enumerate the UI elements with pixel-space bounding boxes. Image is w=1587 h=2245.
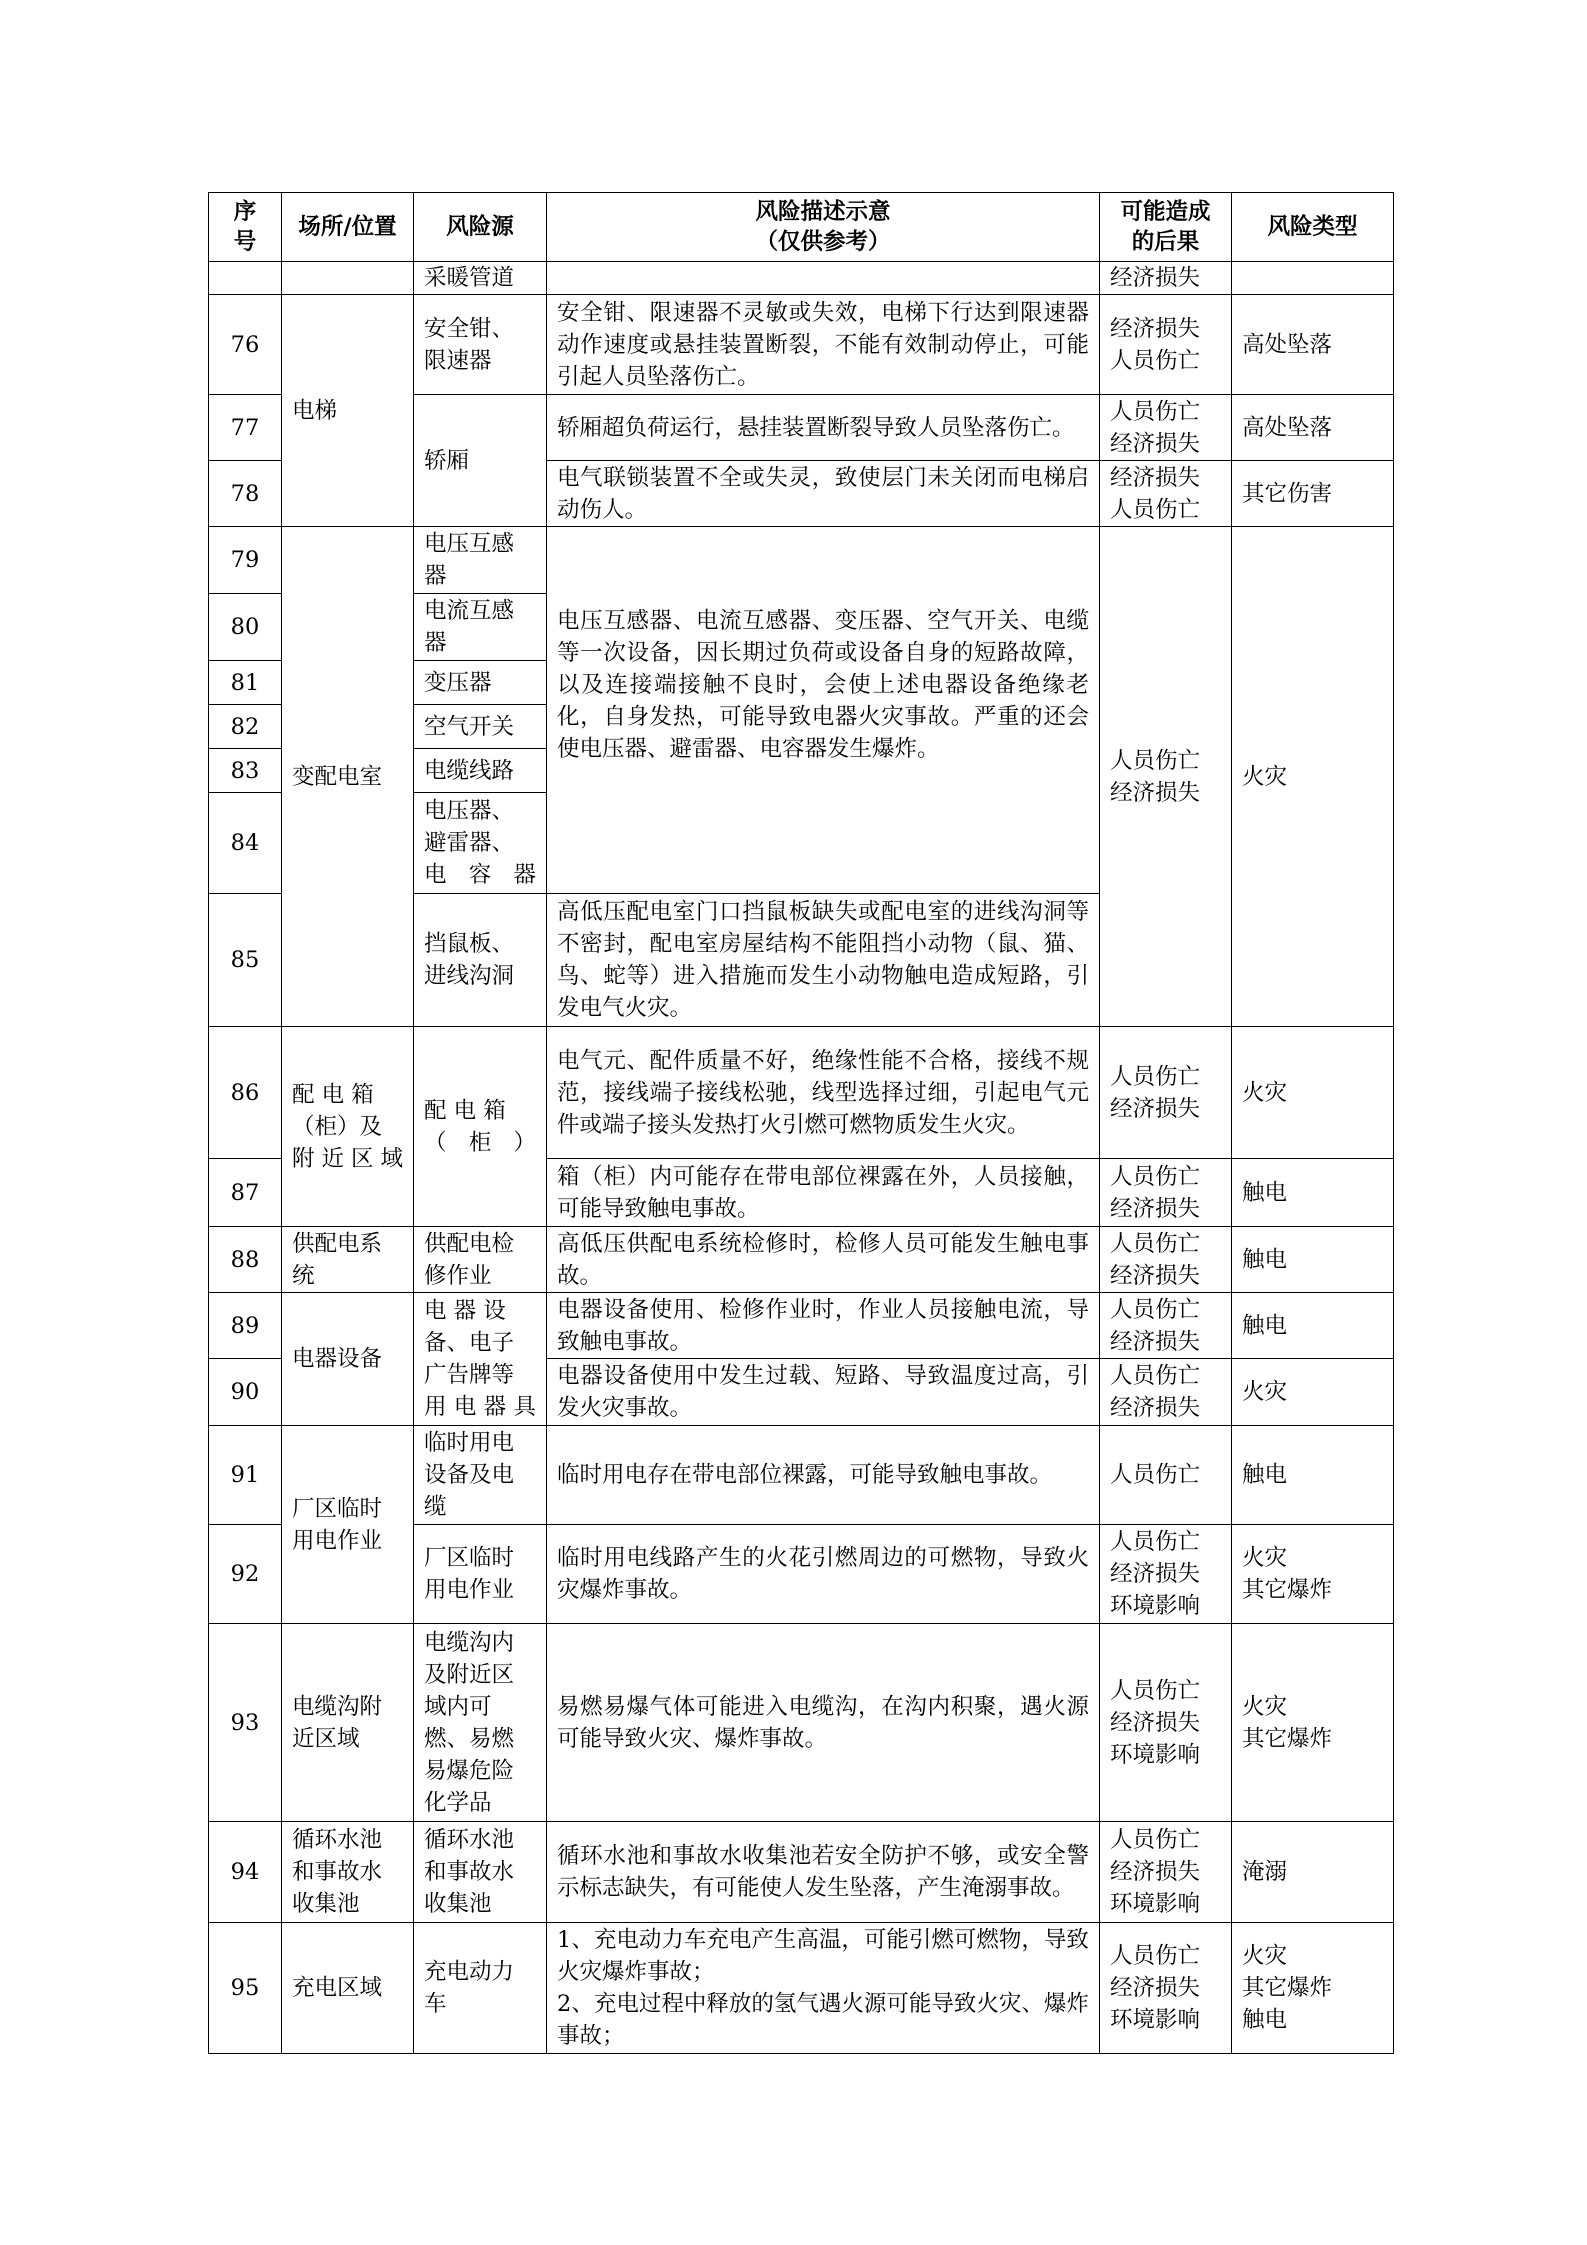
header-source: 风险源 bbox=[414, 193, 547, 262]
cell-desc: 循环水池和事故水收集池若安全防护不够，或安全警示标志缺失，有可能使人发生坠落，产生淹溺事故。 bbox=[547, 1822, 1100, 1923]
cell-source: 厂区临时用电作业 bbox=[414, 1525, 547, 1624]
cell-type: 火灾 其它爆炸 bbox=[1232, 1525, 1394, 1624]
cell-num: 80 bbox=[209, 594, 282, 661]
cell-consequence: 人员伤亡 经济损失 bbox=[1100, 395, 1232, 461]
cell-source: 供配电检修作业 bbox=[414, 1227, 547, 1293]
cell-consequence: 人员伤亡 经济损失 bbox=[1100, 1227, 1232, 1293]
header-consequence: 可能造成 的后果 bbox=[1100, 193, 1232, 262]
cell-type: 火灾 bbox=[1232, 1359, 1394, 1426]
cell-place: 循环水池和事故水收集池 bbox=[282, 1822, 414, 1923]
table-row bbox=[209, 1426, 1394, 1525]
cell-type: 高处坠落 bbox=[1232, 395, 1394, 461]
cell-type: 其它伤害 bbox=[1232, 461, 1394, 527]
cell-source: 临时用电设备及电缆 bbox=[414, 1426, 547, 1525]
cell-num: 81 bbox=[209, 661, 282, 705]
cell-desc bbox=[547, 262, 1100, 295]
cell-source: 电缆沟内及附近区域内可燃、易燃易爆危险化学品 bbox=[414, 1624, 547, 1822]
cell-num: 89 bbox=[209, 1293, 282, 1359]
table-row bbox=[209, 1822, 1394, 1923]
cell-consequence: 经济损失 bbox=[1100, 262, 1232, 295]
cell-source: 电压器、避雷器、电容器 bbox=[414, 793, 547, 894]
cell-num: 86 bbox=[209, 1027, 282, 1159]
cell-place: 厂区临时用电作业 bbox=[282, 1426, 414, 1624]
risk-table bbox=[208, 192, 1394, 2054]
cell-num: 84 bbox=[209, 793, 282, 894]
cell-desc: 临时用电线路产生的火花引燃周边的可燃物，导致火灾爆炸事故。 bbox=[547, 1525, 1100, 1624]
cell-place bbox=[282, 262, 414, 295]
cell-desc: 电压互感器、电流互感器、变压器、空气开关、电缆等一次设备，因长期过负荷或设备自身的短路故障，以及连接端接触不良时，会使上述电器设备绝缘老化，自身发热，可能导致电器火灾事故。严重的还会使电压器、避雷器、电容器发生爆炸。 bbox=[547, 527, 1100, 894]
cell-consequence: 人员伤亡 经济损失 环境影响 bbox=[1100, 1624, 1232, 1822]
cell-desc: 电器设备使用、检修作业时，作业人员接触电流，导致触电事故。 bbox=[547, 1293, 1100, 1359]
table-row bbox=[209, 262, 1394, 295]
cell-place: 变配电室 bbox=[282, 527, 414, 1027]
cell-num: 77 bbox=[209, 395, 282, 461]
cell-consequence: 人员伤亡 经济损失 环境影响 bbox=[1100, 1822, 1232, 1923]
table-row bbox=[209, 1293, 1394, 1359]
table-row bbox=[209, 1624, 1394, 1822]
cell-consequence: 人员伤亡 经济损失 bbox=[1100, 527, 1232, 1027]
cell-num: 93 bbox=[209, 1624, 282, 1822]
cell-source: 电流互感器 bbox=[414, 594, 547, 661]
cell-consequence: 人员伤亡 经济损失 bbox=[1100, 1293, 1232, 1359]
cell-num: 79 bbox=[209, 527, 282, 594]
cell-desc: 电气元、配件质量不好，绝缘性能不合格，接线不规范，接线端子接线松驰，线型选择过细，引起电气元件或端子接头发热打火引燃可燃物质发生火灾。 bbox=[547, 1027, 1100, 1159]
cell-num: 90 bbox=[209, 1359, 282, 1426]
cell-num: 91 bbox=[209, 1426, 282, 1525]
cell-num: 78 bbox=[209, 461, 282, 527]
cell-consequence: 人员伤亡 经济损失 环境影响 bbox=[1100, 1923, 1232, 2054]
cell-desc: 高低压供配电系统检修时，检修人员可能发生触电事故。 bbox=[547, 1227, 1100, 1293]
table-row bbox=[209, 527, 1394, 594]
cell-source: 配 电 箱（柜） bbox=[414, 1027, 547, 1227]
cell-source: 循环水池和事故水收集池 bbox=[414, 1822, 547, 1923]
table-row bbox=[209, 1027, 1394, 1159]
header-type: 风险类型 bbox=[1232, 193, 1394, 262]
cell-source: 空气开关 bbox=[414, 705, 547, 749]
cell-consequence: 经济损失 人员伤亡 bbox=[1100, 295, 1232, 395]
cell-consequence: 人员伤亡 经济损失 环境影响 bbox=[1100, 1525, 1232, 1624]
cell-type: 触电 bbox=[1232, 1159, 1394, 1227]
cell-desc: 高低压配电室门口挡鼠板缺失或配电室的进线沟洞等不密封，配电室房屋结构不能阻挡小动物（鼠、猫、鸟、蛇等）进入措施而发生小动物触电造成短路，引发电气火灾。 bbox=[547, 894, 1100, 1027]
cell-num: 92 bbox=[209, 1525, 282, 1624]
cell-consequence: 人员伤亡 经济损失 bbox=[1100, 1027, 1232, 1159]
cell-type: 触电 bbox=[1232, 1227, 1394, 1293]
cell-place: 电缆沟附近区域 bbox=[282, 1624, 414, 1822]
table-row bbox=[209, 1923, 1394, 2054]
cell-place: 充电区域 bbox=[282, 1923, 414, 2054]
cell-consequence: 经济损失 人员伤亡 bbox=[1100, 461, 1232, 527]
cell-source: 轿厢 bbox=[414, 395, 547, 527]
cell-desc: 电器设备使用中发生过载、短路、导致温度过高，引发火灾事故。 bbox=[547, 1359, 1100, 1426]
header-desc: 风险描述示意 （仅供参考） bbox=[547, 193, 1100, 262]
cell-source: 变压器 bbox=[414, 661, 547, 705]
cell-desc: 轿厢超负荷运行，悬挂装置断裂导致人员坠落伤亡。 bbox=[547, 395, 1100, 461]
cell-type: 淹溺 bbox=[1232, 1822, 1394, 1923]
cell-place: 电器设备 bbox=[282, 1293, 414, 1426]
cell-source: 挡鼠板、进线沟洞 bbox=[414, 894, 547, 1027]
cell-num bbox=[209, 262, 282, 295]
header-place: 场所/位置 bbox=[282, 193, 414, 262]
cell-consequence: 人员伤亡 bbox=[1100, 1426, 1232, 1525]
cell-type: 火灾 其它爆炸 bbox=[1232, 1624, 1394, 1822]
cell-source: 采暖管道 bbox=[414, 262, 547, 295]
cell-source: 电压互感器 bbox=[414, 527, 547, 594]
cell-type: 触电 bbox=[1232, 1426, 1394, 1525]
cell-desc: 箱（柜）内可能存在带电部位裸露在外，人员接触，可能导致触电事故。 bbox=[547, 1159, 1100, 1227]
cell-num: 82 bbox=[209, 705, 282, 749]
header-row bbox=[209, 193, 1394, 262]
cell-desc: 1、充电动力车充电产生高温，可能引燃可燃物，导致火灾爆炸事故； 2、充电过程中释放的氢气遇火源可能导致火灾、爆炸事故； bbox=[547, 1923, 1100, 2054]
cell-num: 85 bbox=[209, 894, 282, 1027]
cell-type: 触电 bbox=[1232, 1293, 1394, 1359]
table-row bbox=[209, 295, 1394, 395]
cell-type: 火灾 bbox=[1232, 527, 1394, 1027]
header-num: 序 号 bbox=[209, 193, 282, 262]
cell-type bbox=[1232, 262, 1394, 295]
cell-desc: 安全钳、限速器不灵敏或失效，电梯下行达到限速器动作速度或悬挂装置断裂，不能有效制动停止，可能引起人员坠落伤亡。 bbox=[547, 295, 1100, 395]
cell-num: 87 bbox=[209, 1159, 282, 1227]
cell-type: 火灾 bbox=[1232, 1027, 1394, 1159]
cell-consequence: 人员伤亡 经济损失 bbox=[1100, 1159, 1232, 1227]
cell-num: 94 bbox=[209, 1822, 282, 1923]
cell-desc: 电气联锁装置不全或失灵，致使层门未关闭而电梯启动伤人。 bbox=[547, 461, 1100, 527]
cell-type: 高处坠落 bbox=[1232, 295, 1394, 395]
cell-source: 电缆线路 bbox=[414, 749, 547, 793]
cell-num: 83 bbox=[209, 749, 282, 793]
cell-num: 95 bbox=[209, 1923, 282, 2054]
cell-desc: 临时用电存在带电部位裸露，可能导致触电事故。 bbox=[547, 1426, 1100, 1525]
cell-source: 充电动力车 bbox=[414, 1923, 547, 2054]
cell-place: 配 电 箱（柜）及附近区域 bbox=[282, 1027, 414, 1227]
table-row bbox=[209, 1227, 1394, 1293]
cell-source: 安全钳、限速器 bbox=[414, 295, 547, 395]
cell-type: 火灾 其它爆炸 触电 bbox=[1232, 1923, 1394, 2054]
cell-source: 电 器 设备、电子广告牌等用电器具 bbox=[414, 1293, 547, 1426]
cell-consequence: 人员伤亡 经济损失 bbox=[1100, 1359, 1232, 1426]
cell-desc: 易燃易爆气体可能进入电缆沟，在沟内积聚，遇火源可能导致火灾、爆炸事故。 bbox=[547, 1624, 1100, 1822]
cell-place: 供配电系统 bbox=[282, 1227, 414, 1293]
cell-num: 88 bbox=[209, 1227, 282, 1293]
cell-num: 76 bbox=[209, 295, 282, 395]
cell-place: 电梯 bbox=[282, 295, 414, 527]
